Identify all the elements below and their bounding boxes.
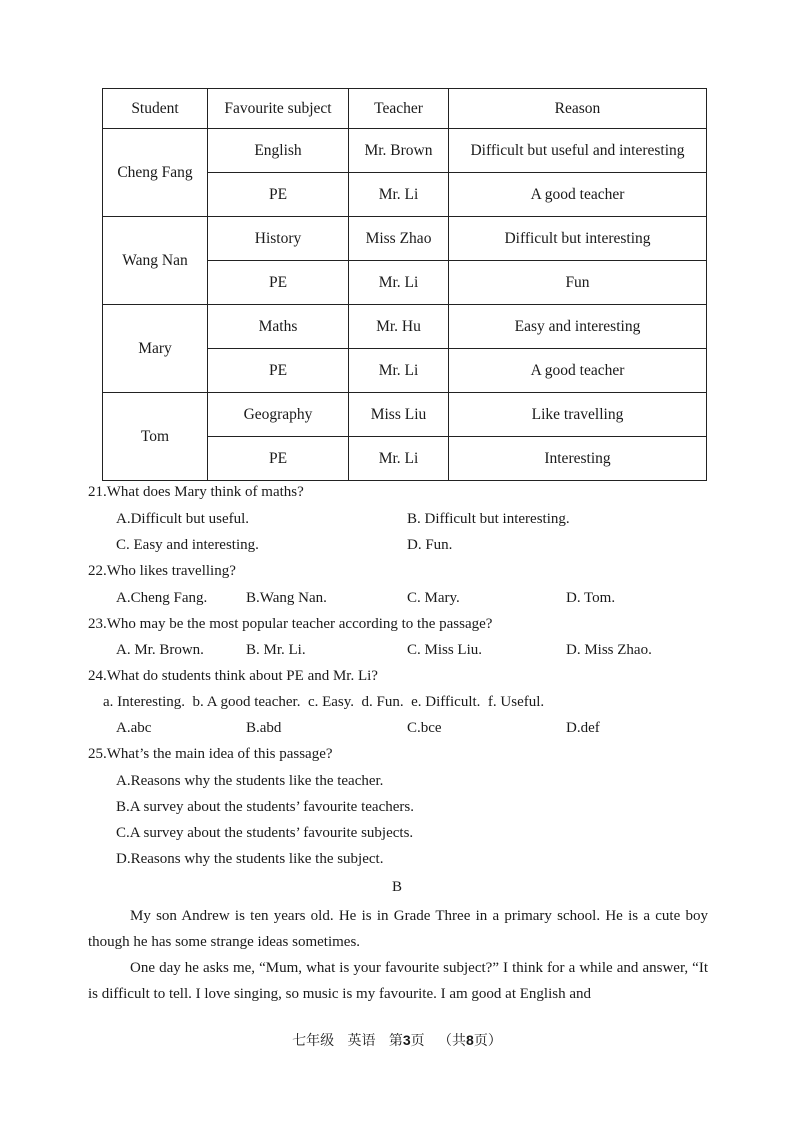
q23-option-c: C. Miss Liu. [407,642,483,658]
q21-option-b: B. Difficult but interesting. [407,511,570,527]
q22-option-c: C. Mary. [407,590,460,606]
table-row [103,393,707,437]
footer-total-prefix: （共 [438,1033,467,1049]
footer-page-number: 3 [402,1032,411,1048]
teacher-cell: Miss Liu [349,393,449,437]
question-21: 21.What does Mary think of maths? [88,484,304,500]
reason-cell: A good teacher [449,349,707,393]
reason-cell: Like travelling [449,393,707,437]
student-cell: Wang Nan [103,217,208,305]
reason-cell: A good teacher [449,173,707,217]
survey-table [102,88,707,481]
q24-option-d: D.def [566,720,600,736]
q21-option-d: D. Fun. [407,537,453,553]
subject-cell: PE [208,173,349,217]
q23-option-d: D. Miss Zhao. [566,642,652,658]
footer-subject: 英语 [347,1033,376,1049]
passage-paragraph-2: One day he asks me, “Mum, what is your favourite subject?” I think for a while and answer, “It is difficult to tell. I love singing, so music is my favourite. I am good at English and [88,960,708,1002]
teacher-cell: Miss Zhao [349,217,449,261]
teacher-cell: Mr. Li [349,173,449,217]
q24-option-a: A.abc [116,720,152,736]
q24-option-c: C.bce [407,720,442,736]
footer-total-suffix: 页） [473,1033,502,1049]
q23-option-b: B. Mr. Li. [246,642,306,658]
subject-cell: English [208,129,349,173]
footer-page-suffix: 页 [410,1033,425,1049]
subject-cell: History [208,217,349,261]
student-cell: Tom [103,393,208,481]
q22-option-b: B.Wang Nan. [246,590,327,606]
teacher-cell: Mr. Li [349,437,449,481]
question-24: 24.What do students think about PE and Mr. Li? [88,668,378,684]
teacher-cell: Mr. Li [349,261,449,305]
student-cell: Mary [103,305,208,393]
subject-cell: PE [208,261,349,305]
header-reason: Reason [449,89,707,129]
subject-cell: PE [208,437,349,481]
reason-cell: Difficult but interesting [449,217,707,261]
reason-cell: Interesting [449,437,707,481]
q23-option-a: A. Mr. Brown. [116,642,204,658]
table-row [103,305,707,349]
q22-option-d: D. Tom. [566,590,616,606]
question-22: 22.Who likes travelling? [88,563,236,579]
footer-page-prefix: 第 [388,1033,403,1049]
question-25: 25.What’s the main idea of this passage? [88,746,333,762]
passage-b [88,903,708,1007]
table-header-row [103,89,707,129]
q21-option-c: C. Easy and interesting. [116,537,259,553]
reason-cell: Easy and interesting [449,305,707,349]
reason-cell: Fun [449,261,707,305]
teacher-cell: Mr. Hu [349,305,449,349]
q21-option-a: A.Difficult but useful. [116,511,250,527]
footer-grade: 七年级 [292,1033,335,1049]
header-subject: Favourite subject [208,89,349,129]
q25-option-d: D.Reasons why the students like the subject. [116,851,384,867]
q22-option-a: A.Cheng Fang. [116,590,208,606]
reason-cell: Difficult but useful and interesting [449,129,707,173]
subject-cell: PE [208,349,349,393]
header-student: Student [103,89,208,129]
footer-total-pages: 8 [466,1032,474,1048]
q25-option-b: B.A survey about the students’ favourite teachers. [116,799,414,815]
student-cell: Cheng Fang [103,129,208,217]
passage-paragraph-1: My son Andrew is ten years old. He is in Grade Three in a primary school. He is a cute boy though he has some strange ideas sometimes. [88,908,708,950]
table-row [103,129,707,173]
q24-choice-list: a. Interesting. b. A good teacher. c. Easy. d. Fun. e. Difficult. f. Useful. [103,694,545,710]
subject-cell: Maths [208,305,349,349]
q25-option-c: C.A survey about the students’ favourite subjects. [116,825,414,841]
header-teacher: Teacher [349,89,449,129]
section-heading: B [391,879,402,895]
table-row [103,217,707,261]
question-23: 23.Who may be the most popular teacher according to the passage? [88,616,493,632]
page-footer [0,1030,794,1050]
q24-option-b: B.abd [246,720,282,736]
subject-cell: Geography [208,393,349,437]
teacher-cell: Mr. Brown [349,129,449,173]
q25-option-a: A.Reasons why the students like the teacher. [116,773,384,789]
teacher-cell: Mr. Li [349,349,449,393]
